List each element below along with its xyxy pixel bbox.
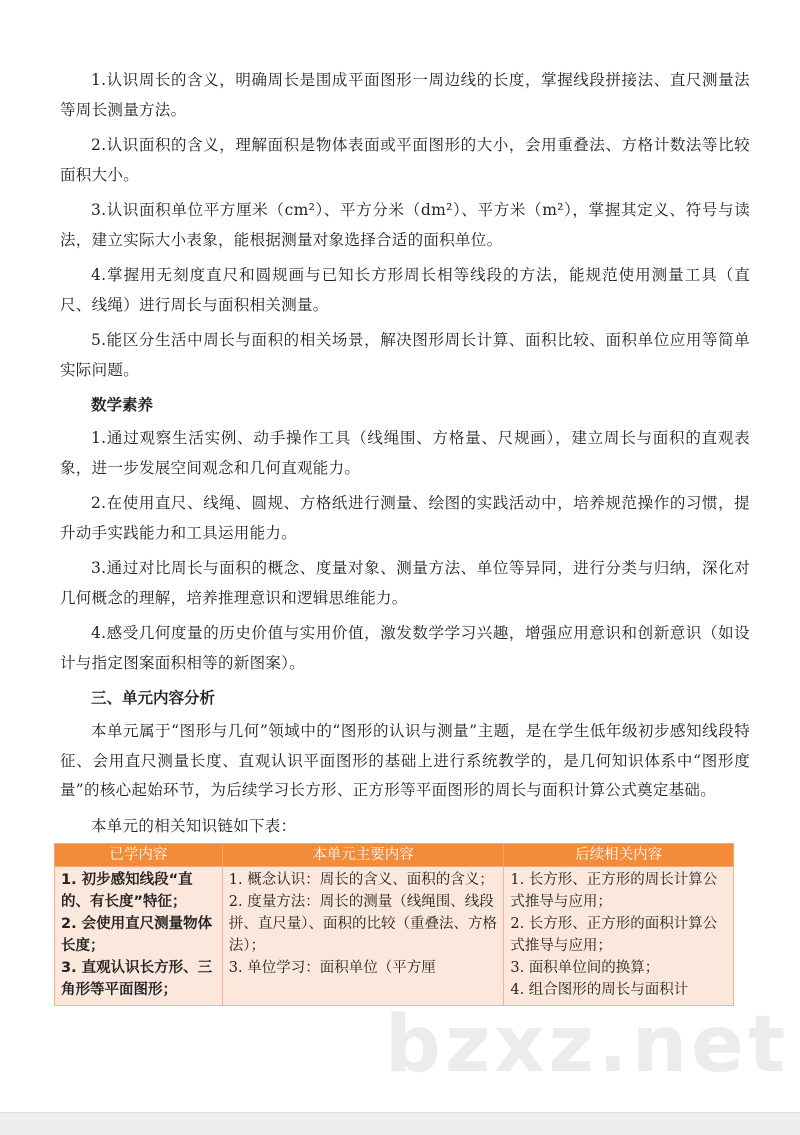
cell-line: 1. 概念认识：周长的含义、面积的含义； — [228, 872, 494, 888]
cell-line: 2. 度量方法：周长的测量（线绳围、线段拼、直尺量）、面积的比较（重叠法、方格法）； — [228, 894, 498, 954]
cell-line: 1. 长方形、正方形的周长计算公式推导与应用； — [510, 872, 718, 910]
header-learned: 已学内容 — [55, 844, 223, 867]
cell-unit-main — [222, 867, 504, 1006]
objective-paragraph: 4.掌握用无刻度直尺和圆规画与已知长方形周长相等线段的方法，能规范使用测量工具（直尺、线绳）进行周长与面积相关测量。 — [60, 266, 750, 314]
unit-analysis-heading: 三、单元内容分析 — [91, 689, 216, 707]
document-page — [60, 66, 750, 1006]
cell-line: 3. 单位学习：面积单位（平方厘 — [228, 960, 436, 976]
cell-follow-up — [504, 867, 734, 1006]
table-header-row — [55, 844, 734, 867]
literacy-paragraph: 3.通过对比周长与面积的概念、度量对象、测量方法、单位等异同，进行分类与归纳，深化对几何概念的理解，培养推理意识和逻辑思维能力。 — [60, 559, 750, 607]
unit-analysis-paragraph: 本单元属于“图形与几何”领域中的“图形的认识与测量”主题，是在学生低年级初步感知线段特征、会用直尺测量长度、直观认识平面图形的基础上进行系统教学的，是几何知识体系中“图形度量”的核心起始环节，为后续学习长方形、正方形等平面图形的周长与面积计算公式奠定基础。 — [60, 722, 750, 799]
objective-paragraph: 3.认识面积单位平方厘米（cm²）、平方分米（dm²）、平方米（m²），掌握其定义、符号与读法，建立实际大小表象，能根据测量对象选择合适的面积单位。 — [60, 201, 750, 249]
cell-line: 1. 初步感知线段“直的、有长度”特征； — [61, 872, 193, 910]
cell-line: 3. 面积单位间的换算； — [510, 960, 660, 976]
cell-line: 2. 会使用直尺测量物体长度； — [61, 916, 213, 954]
table-row — [55, 867, 734, 1006]
cell-line: 4. 组合图形的周长与面积计 — [510, 982, 689, 998]
math-literacy-heading: 数学素养 — [91, 396, 154, 414]
objectives-list — [60, 66, 750, 385]
page-bottom-band — [0, 1112, 800, 1135]
header-unit-main: 本单元主要内容 — [222, 844, 504, 867]
objective-paragraph: 1.认识周长的含义，明确周长是围成平面图形一周边线的长度，掌握线段拼接法、直尺测量法等周长测量方法。 — [60, 71, 750, 119]
knowledge-chain-table — [54, 843, 734, 1006]
objective-paragraph: 5.能区分生活中周长与面积的相关场景，解决图形周长计算、面积比较、面积单位应用等简单实际问题。 — [60, 331, 750, 379]
table-intro: 本单元的相关知识链如下表： — [91, 816, 297, 835]
header-follow-up: 后续相关内容 — [504, 844, 734, 867]
cell-line: 2. 长方形、正方形的面积计算公式推导与应用； — [510, 916, 718, 954]
literacy-paragraph: 2.在使用直尺、线绳、圆规、方格纸进行测量、绘图的实践活动中，培养规范操作的习惯，提升动手实践能力和工具运用能力。 — [60, 494, 750, 542]
objective-paragraph: 2.认识面积的含义，理解面积是物体表面或平面图形的大小，会用重叠法、方格计数法等比较面积大小。 — [60, 136, 750, 184]
cell-line: 3. 直观认识长方形、三角形等平面图形； — [61, 960, 213, 998]
literacy-paragraph: 4.感受几何度量的历史价值与实用价值，激发数学学习兴趣，增强应用意识和创新意识（如设计与指定图案面积相等的新图案）。 — [60, 624, 750, 672]
math-literacy-list — [60, 424, 750, 678]
literacy-paragraph: 1.通过观察生活实例、动手操作工具（线绳围、方格量、尺规画），建立周长与面积的直观表象，进一步发展空间观念和几何直观能力。 — [60, 429, 750, 477]
cell-learned — [55, 867, 223, 1006]
watermark-text: bzxz.net — [385, 1000, 790, 1090]
